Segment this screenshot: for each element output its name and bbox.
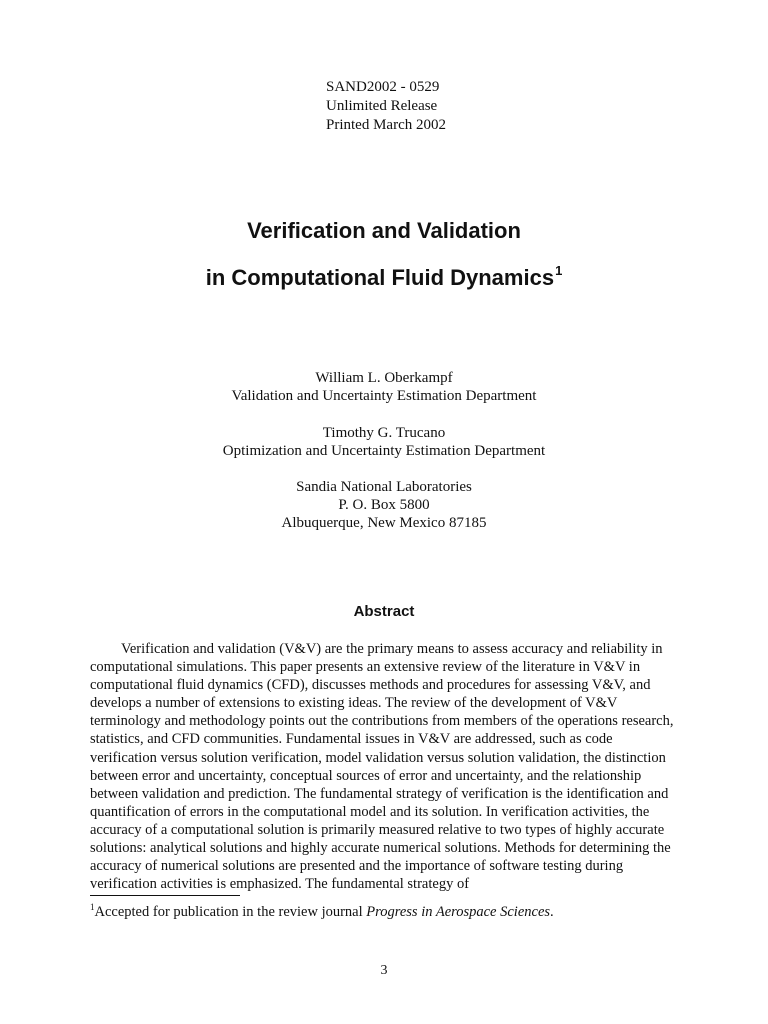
abstract-line: solutions: analytical solutions and highly accurate numerical solutions. Methods for determining the: [90, 840, 671, 857]
footnote-divider: [90, 895, 240, 896]
abstract-line: accuracy of a computational solution is primarily measured relative to two types of highly accurate: [90, 821, 665, 838]
abstract-body: [90, 640, 690, 893]
abstract-line: Verification and validation (V&V) are the primary means to assess accuracy and reliability in: [121, 641, 663, 657]
abstract-line: statistics, and CFD communities. Fundamental issues in V&V are addressed, such as code: [90, 731, 613, 748]
release-status: Unlimited Release: [326, 98, 438, 114]
title-line-2: [0, 265, 768, 291]
author-name: William L. Oberkampf: [315, 370, 453, 386]
title-line-1: Verification and Validation: [247, 218, 521, 243]
abstract-line: terminology and methodology points out the contributions from members of the operations research,: [90, 713, 674, 730]
title-line-2-text: in Computational Fluid Dynamics: [205, 265, 555, 290]
abstract-line: quantification of errors in the computational model and its solution. In verification activities, the: [90, 803, 650, 820]
abstract-line: verification versus solution verification, model validation versus solution validation, the distinction: [90, 749, 666, 766]
footnote-marker: 1: [90, 902, 95, 912]
page-number: 3: [380, 963, 388, 978]
author-department: Validation and Uncertainty Estimation Department: [231, 388, 537, 404]
author-name: Timothy G. Trucano: [322, 425, 446, 441]
print-date: Printed March 2002: [326, 117, 446, 133]
abstract-line: computational simulations. This paper presents an extensive review of the literature in V&V in: [90, 659, 641, 676]
report-info: [326, 78, 446, 135]
po-box: P. O. Box 5800: [338, 497, 430, 513]
city-address: Albuquerque, New Mexico 87185: [281, 515, 487, 531]
journal-name: Progress in Aerospace Sciences: [366, 904, 551, 920]
abstract-heading: Abstract: [353, 603, 415, 620]
footnote-end: .: [550, 904, 554, 920]
footnote-text: Accepted for publication in the review journal: [94, 904, 367, 920]
footnote: [90, 903, 554, 921]
author-block: [0, 424, 768, 460]
author-department: Optimization and Uncertainty Estimation Department: [222, 443, 546, 459]
title-footnote-marker: 1: [555, 263, 563, 278]
abstract-line: verification activities is emphasized. The fundamental strategy of: [90, 876, 470, 893]
affiliation-block: [0, 478, 768, 532]
abstract-line: between validation and prediction. The fundamental strategy of verification is the identification and: [90, 785, 669, 802]
report-number: SAND2002 - 0529: [326, 79, 440, 95]
institution: Sandia National Laboratories: [296, 479, 472, 495]
abstract-line: between error and uncertainty, conceptual sources of error and uncertainty, and the relationship: [90, 767, 642, 784]
author-block: [0, 369, 768, 405]
abstract-line: develops a number of extensions to existing ideas. The review of the development of V&V: [90, 695, 618, 712]
abstract-line: computational fluid dynamics (CFD), discusses methods and procedures for assessing V&V, and: [90, 677, 651, 694]
abstract-line: accuracy of numerical solutions are presented and the importance of software testing during: [90, 858, 624, 875]
